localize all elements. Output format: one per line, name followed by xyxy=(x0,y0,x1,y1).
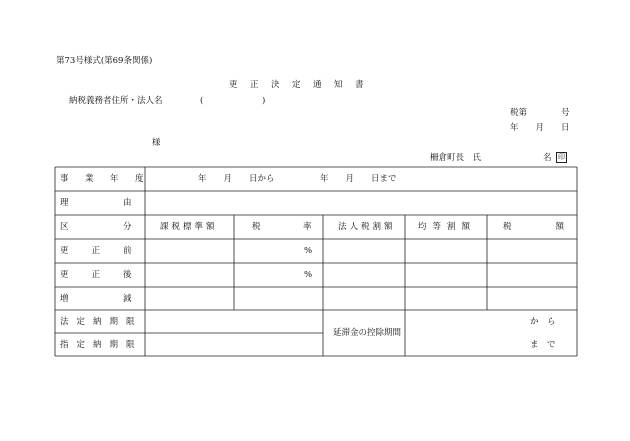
late-fee-period-label: 延滞金の控除期間 xyxy=(333,328,402,338)
honorific: 様 xyxy=(152,138,161,148)
diff-label: 増 減 xyxy=(60,294,134,304)
open-paren: ( xyxy=(200,96,204,106)
col-corp-levy: 法人税割額 xyxy=(338,222,396,232)
form-number: 第73号様式(第69条関係) xyxy=(56,56,153,66)
to-label: ま で xyxy=(530,340,556,350)
category-label: 区 分 xyxy=(60,222,134,232)
before-label: 更 正 前 xyxy=(60,246,134,256)
designated-deadline-label: 指定納期限 xyxy=(60,340,143,350)
period-to: 年 月 日まで xyxy=(320,174,397,184)
period-from: 年 月 日から xyxy=(198,174,275,184)
taxpayer-label: 納税義務者住所・法人名 xyxy=(69,96,163,106)
document-title: 更 正 決 定 通 知 書 xyxy=(229,80,366,90)
issue-date-label: 年 月 日 xyxy=(510,123,570,133)
reason-label: 理 由 xyxy=(60,198,134,208)
col-tax-amount: 税 額 xyxy=(503,222,567,232)
from-label: か ら xyxy=(530,317,556,327)
close-paren: ) xyxy=(262,96,266,106)
issuer-name: 柵倉町長 氏 xyxy=(430,153,482,163)
tax-number-label: 税第 号 xyxy=(510,108,570,118)
after-label: 更 正 後 xyxy=(60,270,134,280)
col-tax-rate: 税 率 xyxy=(252,222,312,232)
col-equal-levy: 均等割額 xyxy=(418,222,477,232)
after-percent: % xyxy=(304,270,313,280)
name-label: 名 xyxy=(543,153,552,163)
before-percent: % xyxy=(304,246,313,256)
seal-mark: 印 xyxy=(558,153,565,161)
fiscal-year-label: 事 業 年 度 xyxy=(60,174,148,184)
statutory-deadline-label: 法定納期限 xyxy=(60,317,143,327)
col-tax-base: 課税標準額 xyxy=(160,222,218,232)
